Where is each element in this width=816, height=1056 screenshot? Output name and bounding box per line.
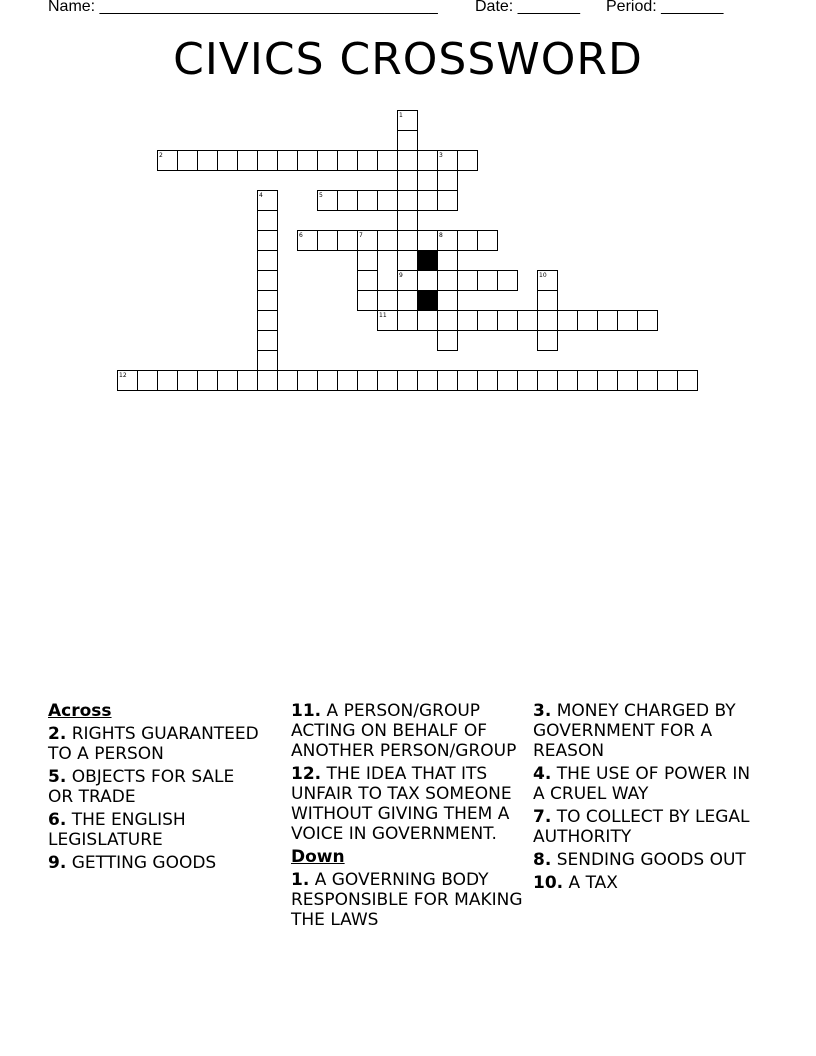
grid-cell[interactable] xyxy=(218,371,238,391)
grid-cell[interactable] xyxy=(558,371,578,391)
grid-cell[interactable] xyxy=(438,331,458,351)
grid-cell[interactable] xyxy=(398,191,418,211)
page-title: CIVICS CROSSWORD xyxy=(173,34,643,85)
grid-cell[interactable] xyxy=(278,371,298,391)
black-cell xyxy=(418,251,438,271)
grid-cell[interactable] xyxy=(458,371,478,391)
grid-cell[interactable] xyxy=(398,211,418,231)
grid-cell[interactable] xyxy=(378,291,398,311)
grid-cell[interactable] xyxy=(178,371,198,391)
grid-cell[interactable] xyxy=(438,311,458,331)
down-clue-4: 4. THE USE OF POWER IN A CRUEL WAY xyxy=(533,764,751,804)
grid-cell[interactable] xyxy=(338,191,358,211)
grid-cell[interactable] xyxy=(358,291,378,311)
clue-column-3 xyxy=(533,701,758,896)
grid-cell[interactable] xyxy=(258,351,278,371)
grid-cell[interactable] xyxy=(258,331,278,351)
down-heading: Down xyxy=(291,847,345,867)
grid-cell[interactable] xyxy=(318,151,338,171)
grid-cell[interactable] xyxy=(458,151,478,171)
grid-cell[interactable] xyxy=(218,151,238,171)
down-clue-1: 1. A GOVERNING BODY RESPONSIBLE FOR MAKING THE LAWS xyxy=(291,870,523,930)
grid-cell[interactable] xyxy=(598,371,618,391)
grid-cell[interactable] xyxy=(298,151,318,171)
grid-cell[interactable] xyxy=(498,311,518,331)
grid-cell[interactable] xyxy=(478,271,498,291)
across-clue-5: 5. OBJECTS FOR SALE OR TRADE xyxy=(48,767,235,807)
grid-cell[interactable] xyxy=(318,231,338,251)
grid-cell[interactable] xyxy=(438,291,458,311)
grid-cell[interactable] xyxy=(478,231,498,251)
grid-cell[interactable] xyxy=(438,171,458,191)
grid-cell[interactable] xyxy=(498,271,518,291)
grid-cell[interactable] xyxy=(518,311,538,331)
grid-cell[interactable] xyxy=(458,271,478,291)
grid-cell[interactable] xyxy=(338,371,358,391)
grid-cell[interactable] xyxy=(278,151,298,171)
grid-cell[interactable] xyxy=(538,371,558,391)
across-clue-9: 9. GETTING GOODS xyxy=(48,853,217,873)
grid-cell[interactable] xyxy=(258,291,278,311)
grid-cell[interactable] xyxy=(458,231,478,251)
grid-cell[interactable] xyxy=(438,271,458,291)
down-clue-10: 10. A TAX xyxy=(533,873,618,893)
clue-number-10: 10 xyxy=(539,272,547,279)
clue-column-1 xyxy=(48,701,263,876)
clue-number-12: 12 xyxy=(119,372,127,379)
clue-number-2: 2 xyxy=(159,152,163,159)
clue-number-8: 8 xyxy=(439,232,443,239)
clue-number-7: 7 xyxy=(359,232,363,239)
grid-cell[interactable] xyxy=(418,231,438,251)
grid-cell[interactable] xyxy=(358,371,378,391)
across-clue-2: 2. RIGHTS GUARANTEED TO A PERSON xyxy=(48,724,259,764)
grid-cell[interactable] xyxy=(338,231,358,251)
grid-cell[interactable] xyxy=(258,271,278,291)
grid-cell[interactable] xyxy=(538,311,558,331)
grid-cell[interactable] xyxy=(398,231,418,251)
across-heading: Across xyxy=(48,701,112,721)
grid-cell[interactable] xyxy=(198,151,218,171)
grid-cell[interactable] xyxy=(358,191,378,211)
grid-cell[interactable] xyxy=(198,371,218,391)
grid-cell[interactable] xyxy=(518,371,538,391)
grid-cell[interactable] xyxy=(258,311,278,331)
grid-cell[interactable] xyxy=(478,311,498,331)
grid-cell[interactable] xyxy=(378,191,398,211)
clue-number-9: 9 xyxy=(399,272,403,279)
grid-cell[interactable] xyxy=(398,131,418,151)
clue-number-6: 6 xyxy=(299,232,303,239)
name-field-label: Name: ______________________________________ xyxy=(48,0,438,15)
clue-number-5: 5 xyxy=(319,192,323,199)
grid-cell[interactable] xyxy=(358,251,378,271)
grid-cell[interactable] xyxy=(458,311,478,331)
grid-cell[interactable] xyxy=(398,151,418,171)
grid-cell[interactable] xyxy=(438,371,458,391)
grid-cell[interactable] xyxy=(618,311,638,331)
grid-cell[interactable] xyxy=(398,291,418,311)
grid-cell[interactable] xyxy=(418,151,438,171)
across-clue-12: 12. THE IDEA THAT ITS UNFAIR TO TAX SOMEONE WITHOUT GIVING THEM A VOICE IN GOVERNMENT. xyxy=(291,764,512,844)
grid-cell[interactable] xyxy=(378,151,398,171)
grid-cell[interactable] xyxy=(678,371,698,391)
grid-cell[interactable] xyxy=(158,371,178,391)
grid-cell[interactable] xyxy=(438,191,458,211)
grid-cell[interactable] xyxy=(538,331,558,351)
grid-cell[interactable] xyxy=(138,371,158,391)
grid-cell[interactable] xyxy=(598,311,618,331)
grid-cell[interactable] xyxy=(578,311,598,331)
date-field-label: Date: _______ xyxy=(475,0,580,15)
grid-cell[interactable] xyxy=(578,371,598,391)
grid-cell[interactable] xyxy=(298,371,318,391)
grid-cell[interactable] xyxy=(558,311,578,331)
clue-number-1: 1 xyxy=(399,112,403,119)
grid-cell[interactable] xyxy=(418,371,438,391)
down-clue-7: 7. TO COLLECT BY LEGAL AUTHORITY xyxy=(533,807,750,847)
grid-cell[interactable] xyxy=(178,151,198,171)
grid-cell[interactable] xyxy=(438,251,458,271)
grid-cell[interactable] xyxy=(398,311,418,331)
grid-cell[interactable] xyxy=(478,371,498,391)
grid-cell[interactable] xyxy=(418,191,438,211)
grid-cell[interactable] xyxy=(238,371,258,391)
grid-cell[interactable] xyxy=(258,151,278,171)
grid-cell[interactable] xyxy=(258,371,278,391)
grid-cell[interactable] xyxy=(398,171,418,191)
grid-cell[interactable] xyxy=(658,371,678,391)
grid-cell[interactable] xyxy=(638,311,658,331)
grid-cell[interactable] xyxy=(638,371,658,391)
grid-cell[interactable] xyxy=(338,151,358,171)
clue-number-11: 11 xyxy=(379,312,387,319)
grid-cell[interactable] xyxy=(498,371,518,391)
grid-cell[interactable] xyxy=(418,311,438,331)
across-clue-6: 6. THE ENGLISH LEGISLATURE xyxy=(48,810,186,850)
down-clue-8: 8. SENDING GOODS OUT xyxy=(533,850,746,870)
grid-cell[interactable] xyxy=(258,211,278,231)
clue-number-3: 3 xyxy=(439,152,443,159)
grid-cell[interactable] xyxy=(258,251,278,271)
across-clue-11: 11. A PERSON/GROUP ACTING ON BEHALF OF ANOTHER PERSON/GROUP xyxy=(291,701,517,761)
clue-column-2 xyxy=(291,701,523,933)
grid-cell[interactable] xyxy=(398,251,418,271)
grid-cell[interactable] xyxy=(398,371,418,391)
grid-cell[interactable] xyxy=(618,371,638,391)
grid-cell[interactable] xyxy=(378,231,398,251)
grid-cell[interactable] xyxy=(358,271,378,291)
grid-cell[interactable] xyxy=(378,371,398,391)
grid-cell[interactable] xyxy=(358,151,378,171)
clue-number-4: 4 xyxy=(259,192,263,199)
black-cell xyxy=(418,291,438,311)
grid-cell[interactable] xyxy=(418,271,438,291)
period-field-label: Period: _______ xyxy=(606,0,724,15)
down-clue-3: 3. MONEY CHARGED BY GOVERNMENT FOR A REASON xyxy=(533,701,736,761)
crossword-grid xyxy=(0,0,816,420)
grid-cell[interactable] xyxy=(538,291,558,311)
grid-cell[interactable] xyxy=(318,371,338,391)
grid-cell[interactable] xyxy=(258,231,278,251)
grid-cell[interactable] xyxy=(238,151,258,171)
